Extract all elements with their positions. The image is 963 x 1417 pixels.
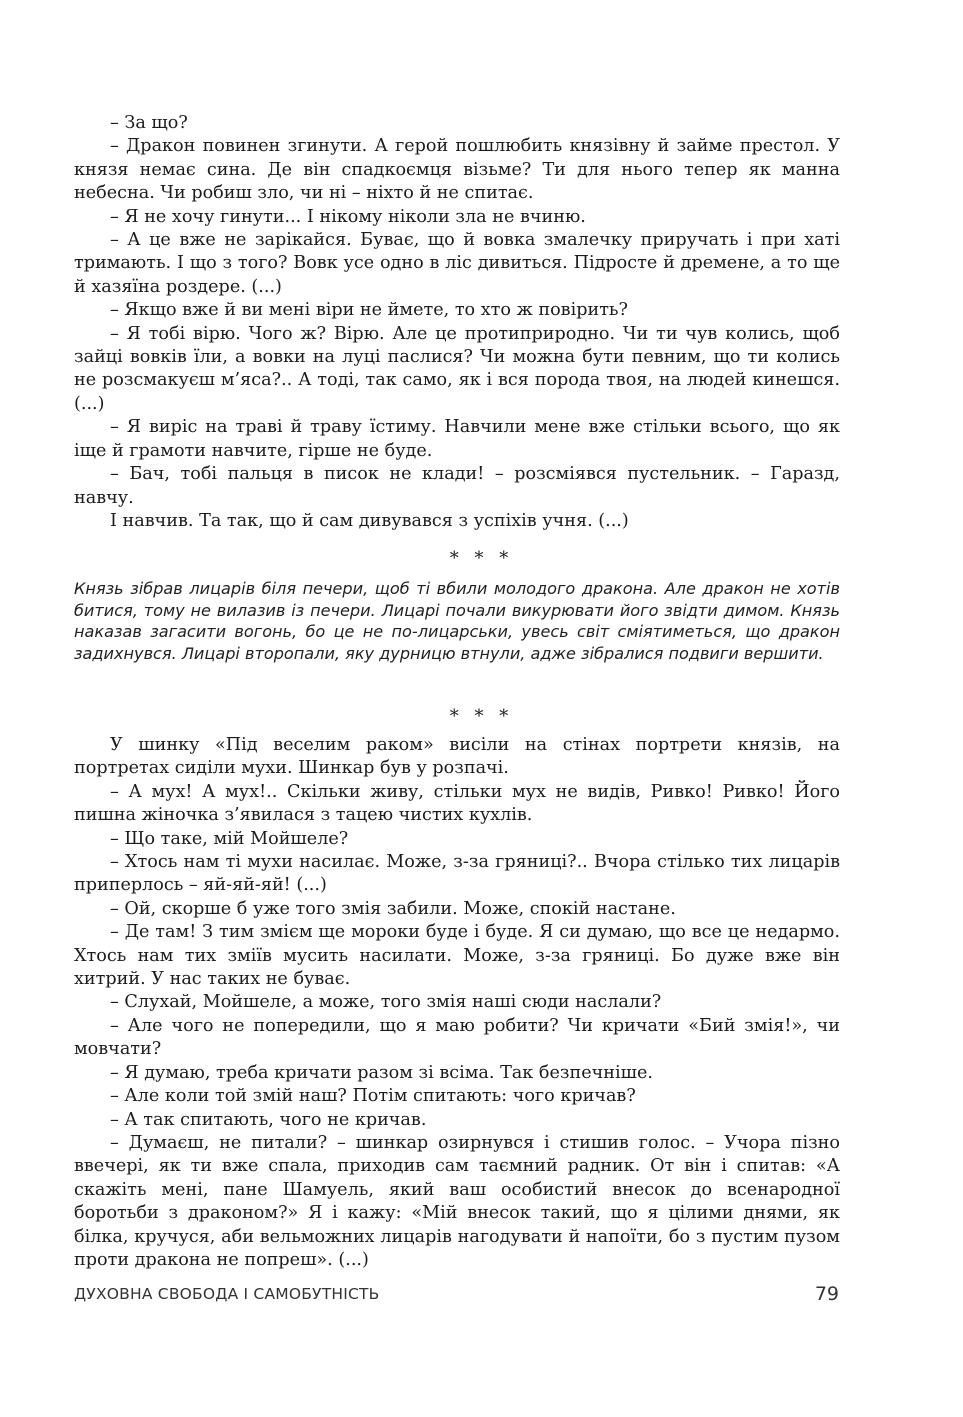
paragraph: – Що таке, мій Мойшеле? [110,828,349,849]
text-block-tavern-dialogue [74,734,840,1272]
paragraph: – Якщо вже й ви мені віри не ймете, то хто ж повірить? [110,300,628,321]
running-footer-title: ДУХОВНА СВОБОДА І САМОБУТНІСТЬ [74,1285,380,1303]
paragraph: – Але коли той змій наш? Потім спитають: чого кричав? [110,1086,636,1107]
paragraph: – Де там! З тим змієм ще мороки буде і буде. Я си думаю, що все це недармо. Хтось нам тих зміїв мусить насилати. Може, з-за гряниці. Бо дуже вже він хитрий. У нас таких не буває. [74,922,840,990]
paragraph: – Ой, скорше б уже того змія забили. Може, спокій настане. [110,898,676,919]
text-block-hermit-dialogue [74,112,840,533]
section-separator: * * * [449,706,514,727]
paragraph: – Я думаю, треба кричати разом зі всіма. Так безпечніше. [110,1062,653,1083]
paragraph: – А так спитають, чого не кричав. [110,1109,427,1130]
paragraph: – Слухай, Мойшеле, а може, того змія наші сюди наслали? [110,992,662,1013]
paragraph: – Думаєш, не питали? – шинкар озирнувся і стишив голос. – Учора пізно ввечері, як ти вже спала, приходив сам таємний радник. От він і спитав: «А скажіть мені, пане Шамуель, який ваш особистий внесок до всенародної боротьби з драконом?» Я і кажу: «Мій внесок такий, що я цілими днями, як білка, кручуся, аби вельможних лицарів нагодувати й напоїти, бо з пустим пузом проти дракона не попреш». (...) [74,1132,840,1270]
paragraph: – Дракон повинен згинути. А герой пошлюбить князівну й займе престол. У князя немає сина. Де він спадкоємця візьме? Ти для нього тепер як манна небесна. Чи робиш зло, чи ні – ніхто й не спитає. [74,136,840,204]
section-separator: * * * [449,548,514,569]
paragraph: – Я тобі вірю. Чого ж? Вірю. Але це протиприродно. Чи ти чув колись, щоб зайці вовків їли, а вовки на луці паслися? Чи можна бути певним, що ти колись не розсмакуєш м’яса?.. А тоді, так само, як і вся порода твоя, на людей кинешся. (...) [74,323,840,414]
paragraph: – Я не хочу гинути... І нікому ніколи зла не вчиню. [110,206,586,227]
paragraph: У шинку «Під веселим раком» висіли на стінах портрети князів, на портретах сиділи мухи. Шинкар був у розпачі. [74,735,840,779]
paragraph: – Але чого не попередили, що я маю робити? Чи кричати «Бий змія!», чи мовчати? [74,1015,840,1060]
page-number: 79 [814,1283,839,1305]
paragraph: – Бач, тобі пальця в писок не клади! – розсміявся пустельник. – Гаразд, навчу. [74,464,840,508]
italic-summary: Князь зібрав лицарів біля печери, щоб ті вбили молодого дракона. Але дракон не хотів битися, тому не вилазив із печери. Лицарі почали викурювати його звідти димом. Князь наказав загасити вогонь, бо це не по-лицарськи, увесь світ сміятиметься, що дракон задихнувся. Лицарі второпали, яку дурницю втнули, адже зібралися подвиги вершити. [74,579,840,663]
paragraph: – А мух! А мух!.. Скільки живу, стільки мух не видів, Ривко! Ривко! Його пишна жіночка з’явилася з тацею чистих кухлів. [74,781,840,826]
paragraph: – А це вже не зарікайся. Буває, що й вовка змалечку приручать і при хаті тримають. І що з того? Вовк усе одно в ліс дивиться. Підросте й дремене, а то ще й хазяїна роздере. (...) [74,230,840,297]
paragraph: – За що? [110,113,188,133]
paragraph: І навчив. Та так, що й сам дивувався з успіхів учня. (...) [110,510,629,531]
paragraph: – Я виріс на траві й траву їстиму. Навчили мене вже стільки всього, що як іще й грамоти навчите, гірше не буде. [74,417,840,461]
paragraph: – Хтось нам ті мухи насилає. Може, з-за гряниці?.. Вчора стілько тих лицарів приперлось – яй-яй-яй! (...) [74,852,840,896]
